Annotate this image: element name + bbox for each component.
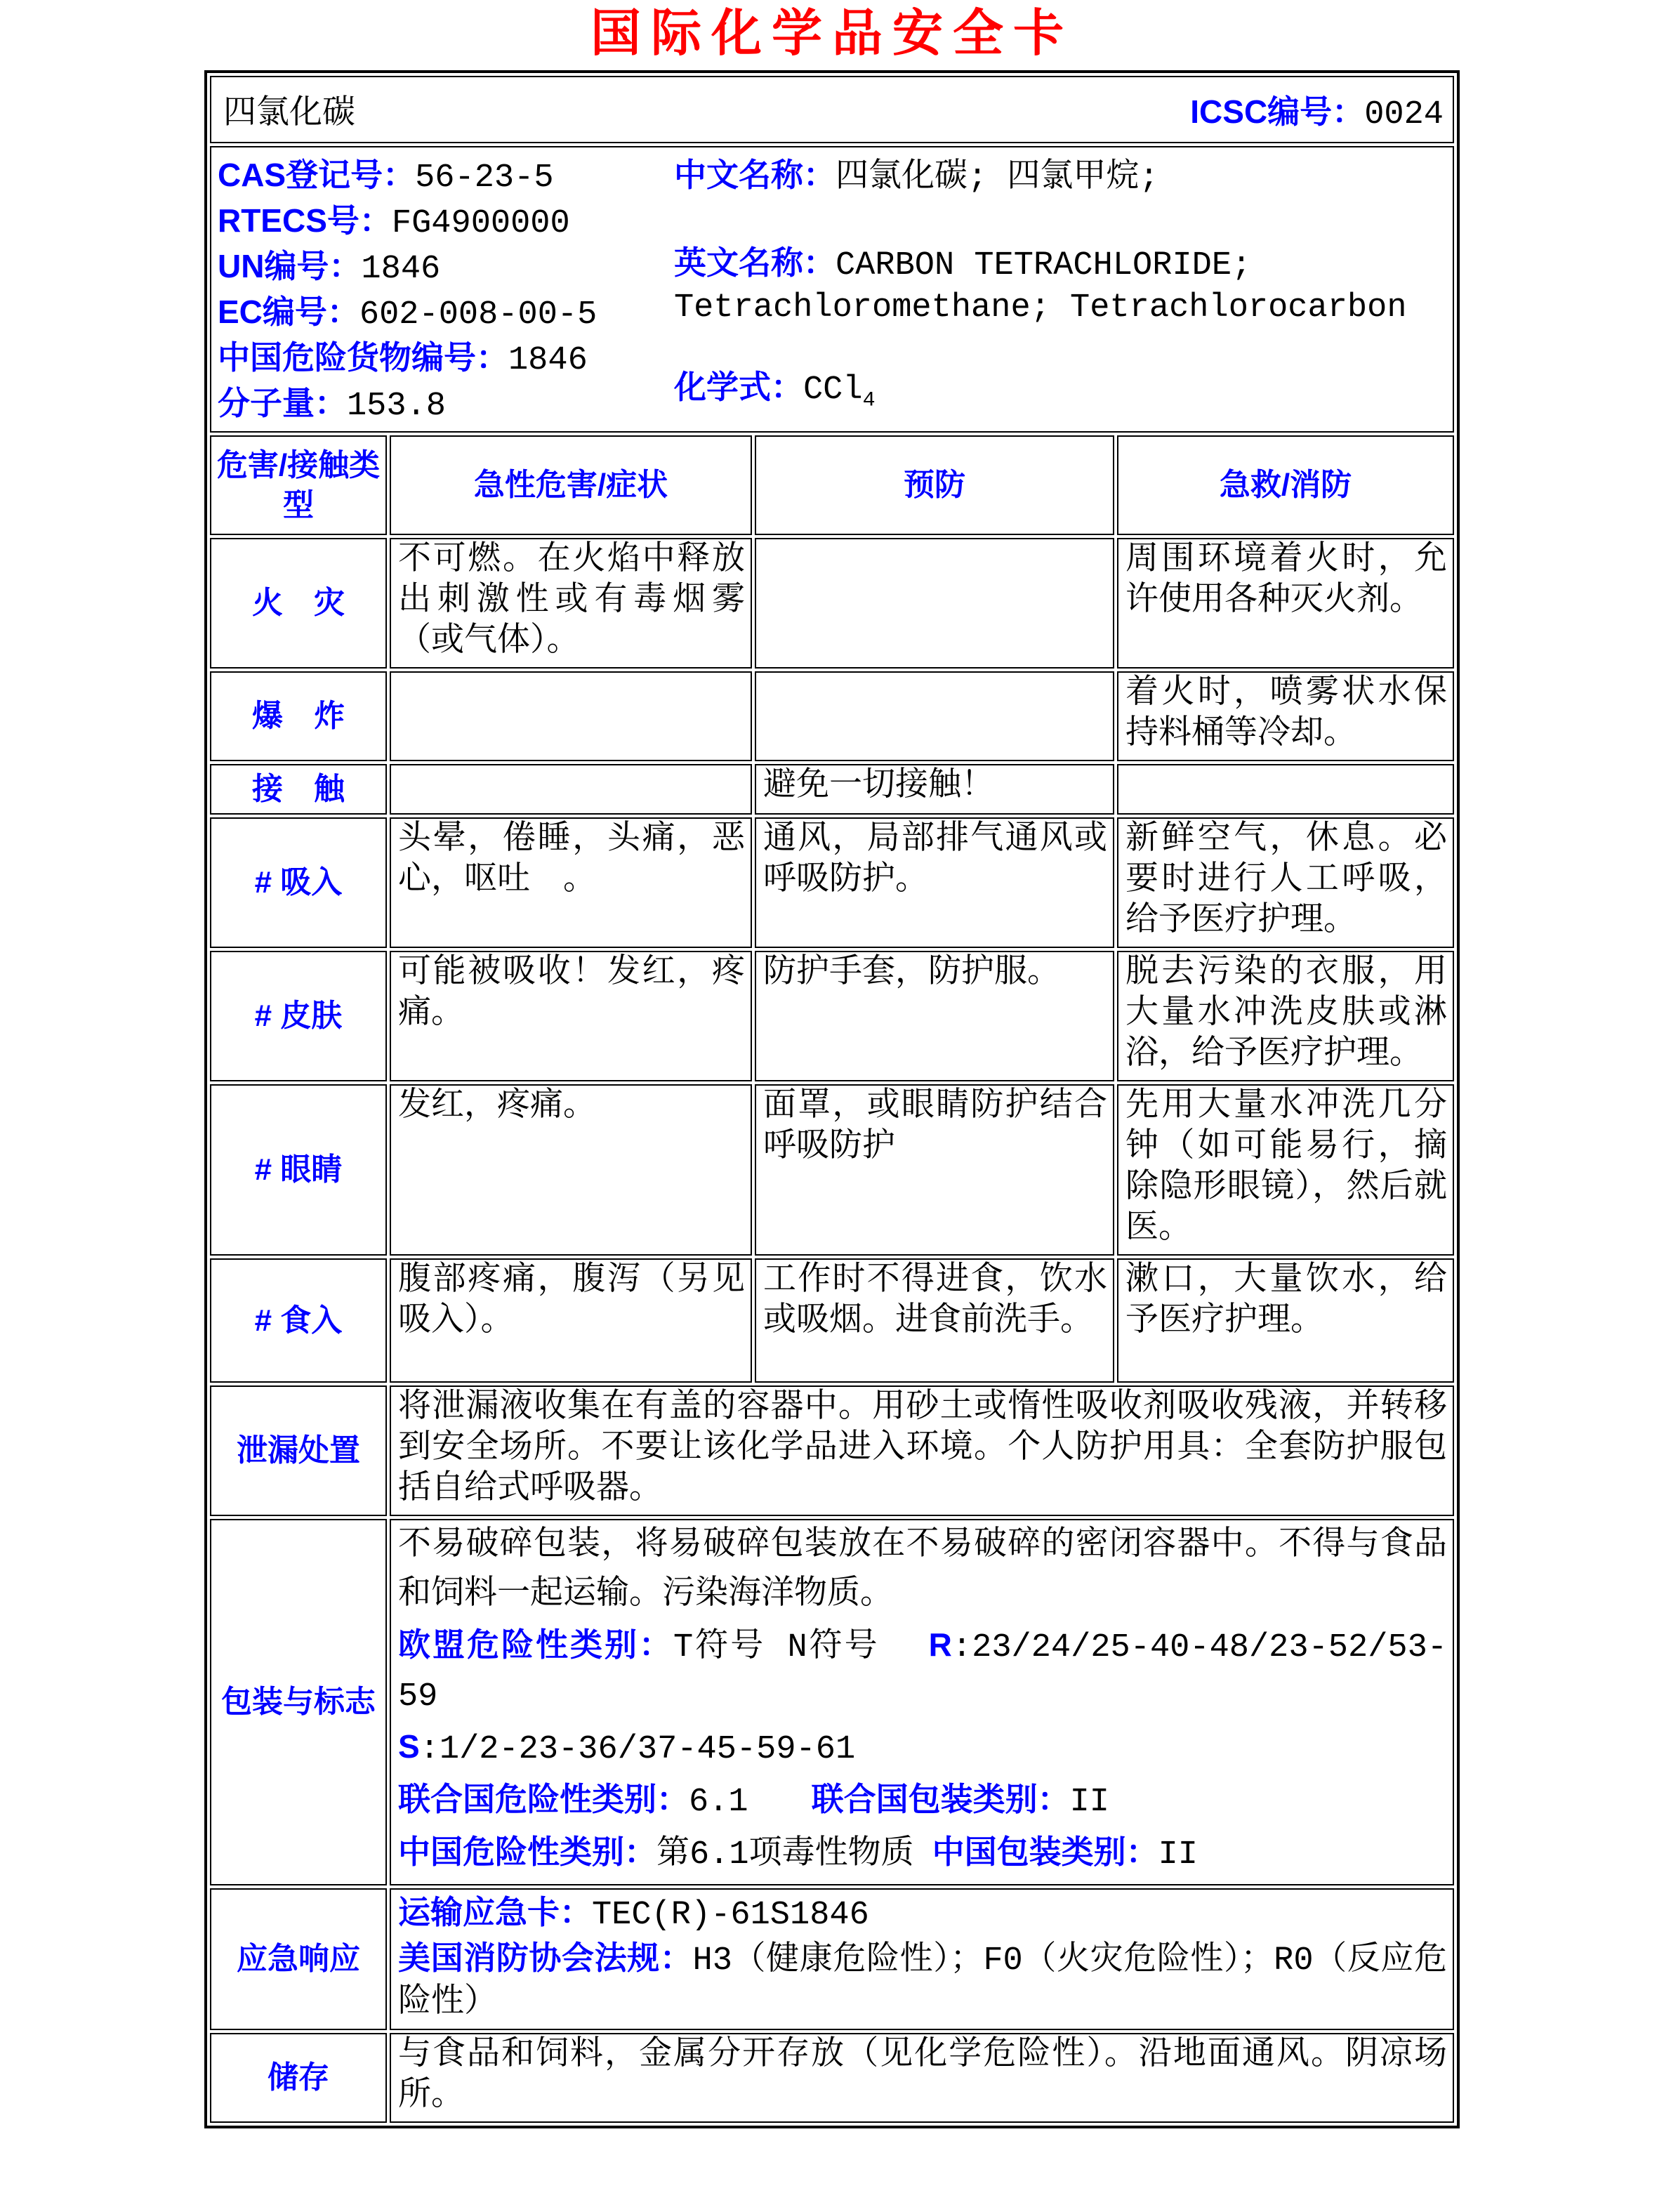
- molweight-value: 153.8: [346, 388, 446, 425]
- packaging-label: 包装与标志: [210, 1519, 387, 1885]
- id-field-molweight: [218, 382, 674, 428]
- en-name-value: CARBON TETRACHLORIDE; Tetrachloromethane; Tetrachlorocarbon: [673, 247, 1407, 327]
- icsc-card-table: [204, 70, 1460, 2128]
- ec-value: 602-008-00-5: [359, 296, 597, 334]
- explosion-prevention-cell: [755, 671, 1114, 761]
- cn-pack-label: 中国包装类别：: [932, 1834, 1158, 1870]
- emergency-content-cell: [390, 1888, 1454, 2030]
- row-ingestion: [210, 1258, 1454, 1383]
- contact-label: 接 触: [210, 764, 387, 815]
- emergency-tec-line: [398, 1891, 1447, 1937]
- fire-firstaid-cell: 周围环境着火时，允许使用各种灭火剂。: [1117, 538, 1454, 669]
- skin-symptom-cell: 可能被吸收！发红，疼痛。: [390, 951, 752, 1081]
- s-phrases-value: :1/2-23-36/37-45-59-61: [419, 1731, 856, 1768]
- header-symptoms: 急性危害/症状: [390, 435, 752, 535]
- icsc-number-value: 0024: [1364, 96, 1444, 133]
- formula-base: CCl: [803, 371, 863, 409]
- row-hazard-header: [210, 435, 1454, 535]
- name-cell: [210, 76, 1454, 143]
- inhalation-label: # 吸入: [210, 817, 387, 948]
- header-prevention: 预防: [755, 435, 1114, 535]
- r-phrases-label: R: [928, 1626, 952, 1663]
- packaging-content-cell: [390, 1519, 1454, 1885]
- row-name: [210, 76, 1454, 143]
- cn-class-label: 中国危险性类别：: [397, 1834, 656, 1870]
- tec-label: 运输应急卡：: [397, 1894, 592, 1930]
- row-contact: [210, 764, 1454, 815]
- row-skin: [210, 951, 1454, 1081]
- un-label: UN编号：: [217, 248, 362, 284]
- icsc-number-label: ICSC编号：: [1190, 93, 1365, 130]
- nfpa-value: H3（健康危险性）；F0（火灾危险性）；R0（反应危险性）: [397, 1942, 1448, 2022]
- fire-prevention-cell: [755, 538, 1114, 669]
- eyes-label: # 眼睛: [210, 1084, 387, 1256]
- un-class-value: 6.1: [688, 1784, 748, 1821]
- un-pack-label: 联合国包装类别：: [811, 1781, 1070, 1817]
- skin-firstaid-cell: 脱去污染的衣服，用大量水冲洗皮肤或淋浴，给予医疗护理。: [1117, 951, 1454, 1081]
- formula-subscript: 4: [862, 388, 876, 413]
- id-field-formula: [674, 366, 1449, 421]
- emergency-label: 应急响应: [210, 1888, 387, 2030]
- identifiers-right: [674, 154, 1449, 428]
- header-hazard-type: 危害/接触类型: [210, 435, 387, 535]
- nfpa-label: 美国消防协会法规：: [397, 1940, 693, 1976]
- header-firstaid: 急救/消防: [1117, 435, 1454, 535]
- storage-text-cell: 与食品和饲料，金属分开存放（见化学危险性）。沿地面通风。阴凉场所。: [390, 2033, 1454, 2123]
- eyes-symptom-cell: 发红，疼痛。: [390, 1084, 752, 1256]
- en-name-label: 英文名称：: [673, 244, 836, 281]
- skin-prevention-cell: 防护手套，防护服。: [755, 951, 1114, 1081]
- un-class-label: 联合国危险性类别：: [397, 1781, 689, 1817]
- cn-name-label: 中文名称：: [673, 157, 836, 193]
- id-field-ec: [218, 291, 674, 336]
- icsc-page: [0, 3, 1664, 2128]
- contact-firstaid-cell: [1117, 764, 1454, 815]
- row-identifiers: [210, 146, 1454, 433]
- explosion-symptom-cell: [390, 671, 752, 761]
- chemical-name: 四氯化碳: [223, 96, 355, 133]
- ingestion-label: # 食入: [210, 1258, 387, 1383]
- page-title: 国际化学品安全卡: [590, 3, 1074, 62]
- explosion-firstaid-cell: 着火时，喷雾状水保持料桶等冷却。: [1117, 671, 1454, 761]
- eu-class-label: 欧盟危险性类别：: [397, 1626, 674, 1663]
- ingestion-prevention-cell: 工作时不得进食，饮水或吸烟。进食前洗手。: [755, 1258, 1114, 1383]
- tec-value: TEC(R)-61S1846: [591, 1897, 869, 1934]
- row-explosion: [210, 671, 1454, 761]
- un-value: 1846: [361, 251, 441, 288]
- packaging-s-line: [398, 1722, 1447, 1775]
- ingestion-firstaid-cell: 漱口，大量饮水，给予医疗护理。: [1117, 1258, 1454, 1383]
- r-phrases-value: :23/24/25-40-48/23-52/53-59: [397, 1629, 1448, 1716]
- molweight-label: 分子量：: [217, 385, 347, 421]
- identifiers-left: [218, 154, 674, 428]
- ec-label: EC编号：: [217, 294, 359, 330]
- id-field-cas: [218, 154, 674, 199]
- identifiers-wrap: [212, 148, 1452, 430]
- row-spill-disposal: [210, 1385, 1454, 1516]
- contact-prevention-cell: 避免一切接触！: [755, 764, 1114, 815]
- un-pack-value: II: [1069, 1784, 1110, 1821]
- china-dg-label: 中国危险货物编号：: [217, 339, 508, 376]
- id-field-un: [218, 245, 674, 291]
- id-field-rtecs: [218, 199, 674, 245]
- packaging-eu-line: [398, 1620, 1447, 1722]
- s-phrases-label: S: [397, 1728, 420, 1765]
- row-packaging: [210, 1519, 1454, 1885]
- id-field-china-dg: [218, 336, 674, 382]
- cas-label: CAS登记号：: [217, 157, 416, 193]
- packaging-cn-line: [398, 1827, 1447, 1880]
- fire-label: 火 灾: [210, 538, 387, 669]
- cn-name-value: 四氯化碳; 四氯甲烷;: [835, 159, 1159, 197]
- cas-value: 56-23-5: [415, 159, 554, 197]
- id-field-en-name: [674, 242, 1449, 329]
- inhalation-symptom-cell: 头晕，倦睡，头痛，恶心，呕吐 。: [390, 817, 752, 948]
- eu-class-value: T符号 N符号: [673, 1629, 880, 1666]
- identifiers-cell: [210, 146, 1454, 433]
- inhalation-prevention-cell: 通风，局部排气通风或呼吸防护。: [755, 817, 1114, 948]
- row-eyes: [210, 1084, 1454, 1256]
- fire-symptom-cell: 不可燃。在火焰中释放出刺激性或有毒烟雾（或气体）。: [390, 538, 752, 669]
- cn-pack-value: II: [1158, 1836, 1199, 1874]
- packaging-un-line: [398, 1775, 1447, 1827]
- id-field-cn-name: [674, 154, 1449, 199]
- name-wrap: [212, 86, 1452, 133]
- row-emergency: [210, 1888, 1454, 2030]
- skin-label: # 皮肤: [210, 951, 387, 1081]
- icsc-number-group: [1190, 86, 1444, 133]
- rtecs-value: FG4900000: [391, 205, 570, 242]
- formula-label: 化学式：: [673, 369, 803, 405]
- contact-symptom-cell: [390, 764, 752, 815]
- china-dg-value: 1846: [508, 342, 588, 379]
- storage-label: 储存: [210, 2033, 387, 2123]
- inhalation-firstaid-cell: 新鲜空气，休息。必要时进行人工呼吸，给予医疗护理。: [1117, 817, 1454, 948]
- eyes-prevention-cell: 面罩，或眼睛防护结合呼吸防护: [755, 1084, 1114, 1256]
- eyes-firstaid-cell: 先用大量水冲洗几分钟（如可能易行，摘除隐形眼镜），然后就医。: [1117, 1084, 1454, 1256]
- row-fire: [210, 538, 1454, 669]
- packaging-intro: 不易破碎包装，将易破碎包装放在不易破碎的密闭容器中。不得与食品和饲料一起运输。污染海洋物质。: [397, 1527, 1448, 1614]
- ingestion-symptom-cell: 腹部疼痛，腹泻（另见吸入）。: [390, 1258, 752, 1383]
- rtecs-label: RTECS号：: [217, 202, 392, 239]
- spill-label: 泄漏处置: [210, 1385, 387, 1516]
- explosion-label: 爆 炸: [210, 671, 387, 761]
- spill-text-cell: 将泄漏液收集在有盖的容器中。用砂土或惰性吸收剂吸收残液，并转移到安全场所。不要让该化学品进入环境。个人防护用具：全套防护服包括自给式呼吸器。: [390, 1385, 1454, 1516]
- emergency-nfpa-line: [398, 1937, 1447, 2025]
- row-inhalation: [210, 817, 1454, 948]
- cn-class-value: 第6.1项毒性物质: [656, 1836, 914, 1874]
- row-storage: [210, 2033, 1454, 2123]
